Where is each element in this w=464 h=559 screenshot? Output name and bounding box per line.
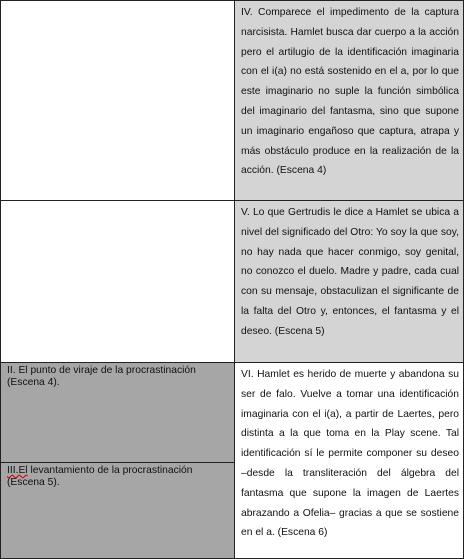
row2-left-cell	[0, 200, 235, 363]
row3-left-top-text: II. El punto de viraje de la procrastinación (Escena 4).	[7, 365, 196, 388]
row3-right-cell	[234, 362, 464, 559]
row2-left-text	[1, 201, 234, 203]
row3-left-top-cell	[0, 362, 235, 463]
row3-right-text: VI. Hamlet es herido de muerte y abandona su ser de falo. Vuelve a tomar una identificación imaginaria con el i(a), a partir de Laertes, pero distinta a la que toma en la Play scene. Tal identificación sí le permite componer su deseo –desde la transliteración del álgebra del fantasma que supone la imagen de Laertes abrazando a Ofelia– gracias a que se sostiene en el a. (Escena 6)	[241, 369, 459, 539]
spellcheck-underlined-word: III.El	[7, 465, 28, 476]
row3-left-bottom-text	[1, 463, 234, 489]
row3-left-bottom-rest: levantamiento de la procrastinación (Escena 5).	[7, 465, 193, 488]
row1-right-text: IV. Comparece el impedimento de la captura narcisista. Hamlet busca dar cuerpo a la acción pero el artilugio de la identificación imaginaria con el i(a) no está sostenido en el a, por lo que este imaginario no suple la función simbólica del imaginario del fantasma, sino que supone un imaginario engañoso que captura, atrapa y más obstáculo produce en la realización de la acción. (Escena 4)	[241, 7, 459, 177]
row3-left-bottom-cell	[0, 462, 235, 559]
row2-right-cell	[234, 200, 464, 363]
row2-right-text: V. Lo que Gertrudis le dice a Hamlet se ubica a nivel del significado del Otro: Yo soy la que soy, no hay nada que hacer conmigo, soy genital, no conozco el duelo. Madre y padre, cada cual con su mensaje, obstaculizan el significante de la falta del Otro y, entonces, el fantasma y el deseo. (Escena 5)	[241, 207, 459, 337]
row1-right-cell	[234, 0, 464, 201]
row1-left-cell	[0, 0, 235, 201]
row1-left-text	[1, 1, 234, 3]
